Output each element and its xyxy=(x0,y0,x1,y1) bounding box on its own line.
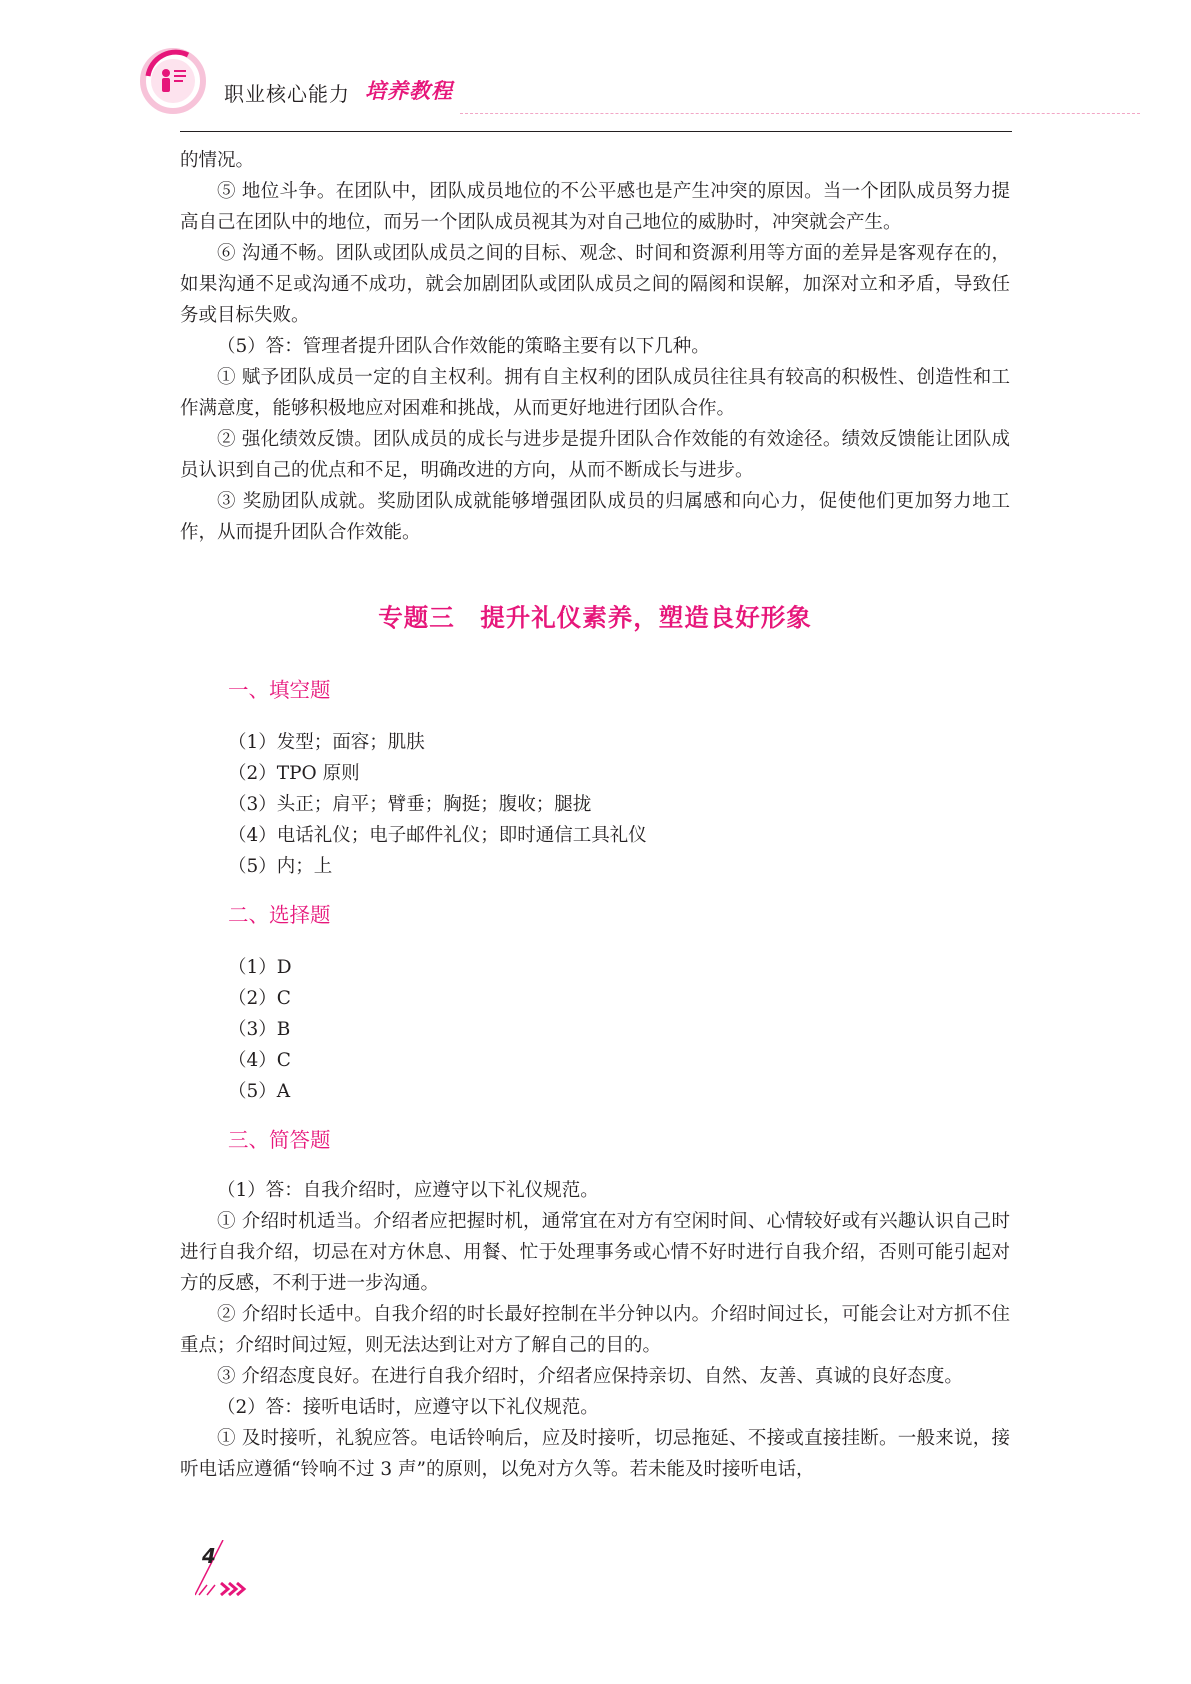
topic-title: 专题三 提升礼仪素养，塑造良好形象 xyxy=(378,603,812,632)
paragraph: （5）答：管理者提升团队合作效能的策略主要有以下几种。 xyxy=(217,336,710,357)
paragraph: （2）答：接听电话时，应遵守以下礼仪规范。 xyxy=(217,1397,599,1418)
section-heading-multiple-choice: 二、选择题 xyxy=(228,903,331,927)
paragraph: ③ 介绍态度良好。在进行自我介绍时，介绍者应保持亲切、自然、友善、真诚的良好态度。 xyxy=(217,1366,963,1387)
list-item: （5）A xyxy=(228,1081,291,1102)
page-content xyxy=(180,145,1010,1485)
paragraph: ③ 奖励团队成就。奖励团队成就能够增强团队成员的归属感和向心力，促使他们更加努力地工作，从而提升团队合作效能。 xyxy=(180,491,1010,543)
section-heading-fill-blank: 一、填空题 xyxy=(228,678,331,702)
paragraph: （1）答：自我介绍时，应遵守以下礼仪规范。 xyxy=(217,1180,599,1201)
paragraph: ⑤ 地位斗争。在团队中，团队成员地位的不公平感也是产生冲突的原因。当一个团队成员努力提高自己在团队中的地位，而另一个团队成员视其为对自己地位的威胁时，冲突就会产生。 xyxy=(180,181,1010,233)
list-item: （4）C xyxy=(228,1050,291,1071)
paragraph: ⑥ 沟通不畅。团队或团队成员之间的目标、观念、时间和资源利用等方面的差异是客观存在的，如果沟通不足或沟通不成功，就会加剧团队或团队成员之间的隔阂和误解，加深对立和矛盾，导致任务或目标失败。 xyxy=(180,243,1010,326)
paragraph: ① 介绍时机适当。介绍者应把握时机，通常宜在对方有空闲时间、心情较好或有兴趣认识自己时进行自我介绍，切忌在对方休息、用餐、忙于处理事务或心情不好时进行自我介绍，否则可能引起对方的反感，不利于进一步沟通。 xyxy=(180,1211,1010,1294)
list-item: （1）发型；面容；肌肤 xyxy=(228,732,425,753)
list-item: （3）头正；肩平；臂垂；胸挺；腹收；腿拢 xyxy=(228,794,592,815)
page-number: 4 xyxy=(202,1544,216,1568)
list-item: （5）内；上 xyxy=(228,856,333,877)
paragraph: ① 及时接听，礼貌应答。电话铃响后，应及时接听，切忌拖延、不接或直接挂断。一般来说，接听电话应遵循“铃响不过 3 声”的原则，以免对方久等。若未能及时接听电话， xyxy=(180,1428,1010,1480)
paragraph: ② 强化绩效反馈。团队成员的成长与进步是提升团队合作效能的有效途径。绩效反馈能让团队成员认识到自己的优点和不足，明确改进的方向，从而不断成长与进步。 xyxy=(180,429,1010,481)
header-dashed-line xyxy=(460,113,1140,114)
list-item: （3）B xyxy=(228,1019,291,1040)
list-item: （1）D xyxy=(228,957,292,978)
book-subtitle: 培养教程 xyxy=(365,79,453,103)
short-answer-body xyxy=(180,1175,1010,1485)
logo-icon xyxy=(138,46,208,116)
header-rule xyxy=(180,131,1012,132)
paragraph: ① 赋予团队成员一定的自主权利。拥有自主权利的团队成员往往具有较高的积极性、创造性和工作满意度，能够积极地应对困难和挑战，从而更好地进行团队合作。 xyxy=(180,367,1010,419)
section-heading-short-answer: 三、简答题 xyxy=(228,1128,331,1152)
list-item: （4）电话礼仪；电子邮件礼仪；即时通信工具礼仪 xyxy=(228,825,647,846)
book-title: 职业核心能力 xyxy=(224,82,350,106)
list-item: （2）TPO 原则 xyxy=(228,763,360,784)
paragraph: ② 介绍时长适中。自我介绍的时长最好控制在半分钟以内。介绍时间过长，可能会让对方抓不住重点；介绍时间过短，则无法达到让对方了解自己的目的。 xyxy=(180,1304,1010,1356)
list-item: （2）C xyxy=(228,988,291,1009)
page-header xyxy=(0,0,1191,140)
answer-list-fill-blank xyxy=(180,727,1010,882)
paragraph: 的情况。 xyxy=(180,150,255,171)
answer-list-multiple-choice xyxy=(180,952,1010,1107)
